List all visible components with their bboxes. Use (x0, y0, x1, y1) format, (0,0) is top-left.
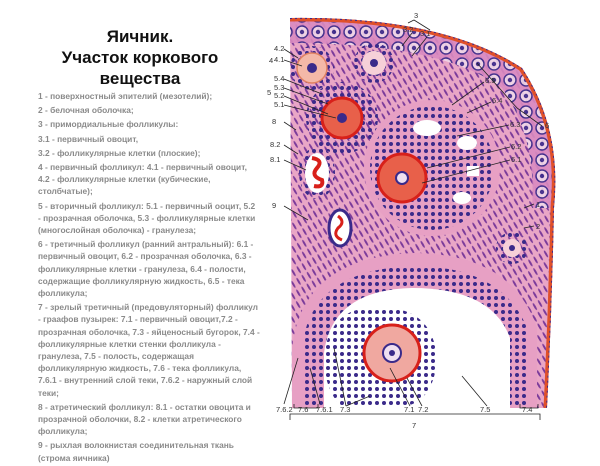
label-2: 2 (536, 222, 541, 231)
label-7-1: 7.1 (404, 405, 415, 414)
label-8-1: 8.1 (270, 155, 281, 164)
label-7-3: 7.3 (340, 405, 351, 414)
label-6-5: 6.5 (485, 76, 496, 85)
histology-drawing (262, 8, 600, 450)
label-7-6-2: 7.6.2 (276, 405, 293, 414)
label-7-6-1: 7.6.1 (316, 405, 333, 414)
label-6-1: 6.1 (511, 155, 522, 164)
title-line-2: Участок коркового (61, 48, 219, 67)
title-line-3: вещества (99, 69, 181, 88)
label-8-2: 8.2 (270, 140, 281, 149)
legend (38, 90, 260, 466)
legend-item: 5 - вторичный фолликул: 5.1 - первичный ооцит, 5.2 - прозрачная оболочка, 5.3 - фолликулярные клетки (многослойная оболочка) - гранулеза; (38, 200, 256, 236)
legend-item: 3.2 - фолликулярные клетки (плоские); (38, 147, 201, 158)
label-9: 9 (272, 201, 277, 210)
label-4-2: 4.2 (274, 44, 285, 53)
label-6-2: 6.2 (511, 142, 522, 151)
label-5-1: 5.1 (274, 100, 285, 109)
label-5-3: 5.3 (274, 83, 285, 92)
label-6-4: 6.4 (492, 96, 503, 105)
page-title (40, 26, 240, 89)
label-7: 7 (412, 421, 417, 430)
label-6: 6 (545, 121, 550, 130)
label-5-2: 5.2 (274, 91, 285, 100)
legend-item: 1 - поверхностный эпителий (мезотелий); (38, 91, 213, 101)
label-7-5: 7.5 (480, 405, 491, 414)
legend-item: 4 - первичный фолликул: 4.1 - первичный овоцит, 4.2 - фолликулярные клетки (кубические, столбчатые); (38, 162, 247, 197)
legend-item: 3.1 - первичный овоцит, (38, 133, 139, 144)
label-3-1: 3.1 (420, 29, 431, 38)
legend-item: 3 - примордиальные фолликулы: (38, 119, 179, 130)
label-3-2: 3.2 (403, 25, 414, 34)
ovary-cortex-figure (262, 8, 600, 450)
label-1: 1 (536, 200, 541, 209)
label-7-4: 7.4 (522, 405, 533, 414)
label-3: 3 (414, 11, 419, 20)
label-7-2: 7.2 (418, 405, 429, 414)
label-5: 5 (267, 88, 272, 97)
legend-item: 2 - белочная оболочка; (38, 105, 134, 116)
title-line-1: Яичник. (106, 27, 174, 46)
label-4-1: 4.1 (274, 55, 285, 64)
legend-item: 8 - атретический фолликул: 8.1 - остатки овоцита и прозрачной оболочки, 8.2 - клетки атретического фолликула; (38, 401, 251, 437)
label-8: 8 (272, 117, 277, 126)
legend-item: 9 - рыхлая волокнистая соединительная ткань (строма яичника) (38, 440, 234, 463)
legend-item: 7 - зрелый третичный (предовуляторный) фолликул - граафов пузырек: 7.1 - первичный овоцит,7.2 - прозрачная оболочка, 7.3 - яйценосный бугорок, 7.4 - фолликулярные клетки стенки фолликула - гранулеза, 7.5 - полость, содержащая фолликулярную жидкость, 7.6 - тека фолликула, 7.6.1 - внутренний слой теки, 7.6.2 - наружный слой теки; (38, 302, 260, 398)
label-5-4: 5.4 (274, 74, 285, 83)
label-4: 4 (269, 56, 274, 65)
label-7-6: 7.6 (298, 405, 309, 414)
legend-item: 6 - третичный фолликул (ранний антральный): 6.1 - первичный овоцит, 6.2 - прозрачная оболочка, 6.3 - фолликулярные клетки - гранулеза, 6.4 - полости, содержащие фолликулярную жидкость, 6.5 - тека фолликула; (38, 239, 254, 299)
label-6-3: 6.3 (510, 120, 521, 129)
